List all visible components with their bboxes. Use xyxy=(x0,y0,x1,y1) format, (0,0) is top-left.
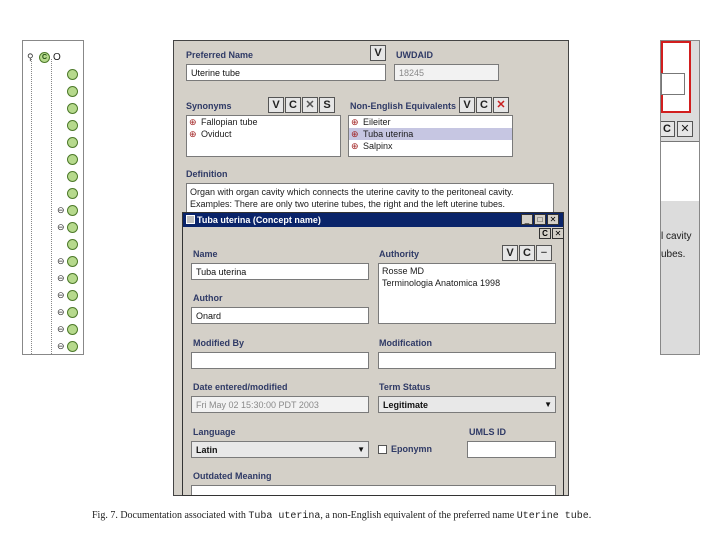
tree-expand-icon[interactable]: ⊖ xyxy=(57,222,65,232)
tree-node-row[interactable] xyxy=(23,154,83,168)
preferred-name-field[interactable]: Uterine tube xyxy=(186,64,386,81)
tree-node-row[interactable] xyxy=(23,222,83,236)
language-label: Language xyxy=(193,427,236,437)
non-english-delete-button[interactable]: ✕ xyxy=(493,97,509,113)
non-english-verify-button[interactable]: V xyxy=(459,97,475,113)
term-icon: ⊕ xyxy=(351,117,359,127)
uwdaid-label: UWDAID xyxy=(396,50,433,60)
concept-node-icon xyxy=(67,154,78,165)
term-icon: ⊕ xyxy=(351,141,359,151)
umls-id-label: UMLS ID xyxy=(469,427,506,437)
tree-node-row[interactable] xyxy=(23,103,83,117)
concept-tree-panel[interactable] xyxy=(22,40,84,355)
tree-node-row[interactable] xyxy=(23,86,83,100)
date-label: Date entered/modified xyxy=(193,382,288,392)
list-item[interactable]: ⊕ Salpinx xyxy=(351,141,393,151)
list-item[interactable]: ⊕ Oviduct xyxy=(189,129,232,139)
modification-field[interactable] xyxy=(378,352,556,369)
tree-expand-icon[interactable]: ⊖ xyxy=(57,307,65,317)
tree-node-row[interactable] xyxy=(23,341,83,355)
tree-expand-icon[interactable]: ⊖ xyxy=(57,290,65,300)
definition-line: Organ with organ cavity which connects the uterine cavity to the peritoneal cavity. xyxy=(190,187,514,197)
non-english-create-button[interactable]: C xyxy=(476,97,492,113)
maximize-button[interactable]: □ xyxy=(534,214,546,225)
background-input xyxy=(661,73,685,95)
name-label: Name xyxy=(193,249,218,259)
list-item[interactable]: ⊕ Fallopian tube xyxy=(189,117,258,127)
uwdaid-field: 18245 xyxy=(394,64,499,81)
synonym-create-button[interactable]: C xyxy=(285,97,301,113)
authority-line: Rosse MD xyxy=(382,266,425,276)
tree-expand-icon[interactable]: ⚲ xyxy=(27,52,34,62)
concept-node-icon xyxy=(67,341,78,352)
synonym-verify-button[interactable]: V xyxy=(268,97,284,113)
authority-line: Terminologia Anatomica 1998 xyxy=(382,278,501,288)
concept-node-icon xyxy=(67,205,78,216)
date-field: Fri May 02 15:30:00 PDT 2003 xyxy=(191,396,369,413)
authority-create-button[interactable]: C xyxy=(519,245,535,261)
concept-node-icon xyxy=(67,324,78,335)
list-item[interactable]: ⊕ Eileiter xyxy=(351,117,391,127)
chevron-down-icon: ▼ xyxy=(357,445,365,454)
term-status-select[interactable] xyxy=(378,396,556,413)
tree-node-row[interactable] xyxy=(23,256,83,270)
authority-label: Authority xyxy=(379,249,419,259)
concept-node-icon xyxy=(67,273,78,284)
synonyms-list[interactable] xyxy=(186,115,341,157)
verify-button[interactable]: V xyxy=(370,45,386,61)
sub-close-button[interactable]: ✕ xyxy=(552,228,564,239)
tree-node-row[interactable] xyxy=(23,137,83,151)
name-field[interactable]: Tuba uterina xyxy=(191,263,369,280)
author-field[interactable]: Onard xyxy=(191,307,369,324)
minimize-button[interactable]: _ xyxy=(521,214,533,225)
background-text-line: ubes. xyxy=(661,249,686,260)
eponymn-label: Eponymn xyxy=(391,444,433,454)
concept-node-icon xyxy=(67,307,78,318)
concept-node-icon xyxy=(67,103,78,114)
concept-node-icon xyxy=(67,222,78,233)
outdated-meaning-label: Outdated Meaning xyxy=(193,471,272,481)
tree-expand-icon[interactable]: ⊖ xyxy=(57,205,65,215)
language-value: Latin xyxy=(196,445,218,455)
term-icon: ⊕ xyxy=(189,117,197,127)
umls-id-field[interactable] xyxy=(467,441,556,458)
concept-node-icon xyxy=(67,86,78,97)
tree-node-row[interactable] xyxy=(23,324,83,338)
term-icon: ⊕ xyxy=(351,129,359,139)
tree-expand-icon[interactable]: ⊖ xyxy=(57,256,65,266)
tree-node-row[interactable] xyxy=(23,239,83,253)
term-icon: ⊕ xyxy=(189,129,197,139)
term-status-value: Legitimate xyxy=(383,400,429,410)
background-c-button: C xyxy=(660,121,675,137)
dialog-title: Tuba uterina (Concept name) xyxy=(197,215,321,225)
background-text-area xyxy=(661,141,700,201)
concept-node-icon xyxy=(67,171,78,182)
concept-node-icon xyxy=(67,239,78,250)
authority-verify-button[interactable]: V xyxy=(502,245,518,261)
tree-expand-icon[interactable]: ⊖ xyxy=(57,341,65,351)
dialog-titlebar[interactable] xyxy=(183,213,563,227)
outdated-meaning-field[interactable] xyxy=(191,485,556,496)
synonym-delete-button[interactable]: ✕ xyxy=(302,97,318,113)
background-detail-panel xyxy=(660,40,700,355)
tree-node-row[interactable] xyxy=(23,171,83,185)
definition-line: Examples: There are only two uterine tubes, the right and the left uterine tubes. xyxy=(190,199,506,209)
modified-by-label: Modified By xyxy=(193,338,244,348)
tree-node-row[interactable] xyxy=(23,273,83,287)
modification-label: Modification xyxy=(379,338,432,348)
modified-by-field[interactable] xyxy=(191,352,369,369)
authority-remove-button[interactable]: − xyxy=(536,245,552,261)
concept-node-icon xyxy=(67,256,78,267)
synonyms-label: Synonyms xyxy=(186,101,232,111)
chevron-down-icon: ▼ xyxy=(544,400,552,409)
close-button[interactable]: ✕ xyxy=(547,214,559,225)
sub-c-button[interactable]: C xyxy=(539,228,551,239)
definition-label: Definition xyxy=(186,169,228,179)
concept-node-icon xyxy=(67,137,78,148)
window-icon xyxy=(186,215,195,224)
tree-node-row[interactable] xyxy=(23,307,83,321)
concept-node-icon xyxy=(67,69,78,80)
concept-node-icon xyxy=(67,290,78,301)
authority-textarea[interactable] xyxy=(378,263,556,324)
concept-name-dialog xyxy=(182,212,564,496)
non-english-list[interactable] xyxy=(348,115,513,157)
concept-node-icon xyxy=(67,188,78,199)
tree-node-row[interactable] xyxy=(23,290,83,304)
author-label: Author xyxy=(193,293,223,303)
tree-expand-icon[interactable]: ⊖ xyxy=(57,273,65,283)
concept-node-icon: C xyxy=(39,52,50,63)
figure-caption: Fig. 7. Documentation associated with Tuba uterina, a non-English equivalent of the preferred name Uterine tube. xyxy=(92,510,592,522)
highlight-box xyxy=(661,41,691,113)
language-select[interactable] xyxy=(191,441,369,458)
tree-node-row[interactable] xyxy=(23,188,83,202)
concept-node-icon xyxy=(67,120,78,131)
x-icon: ✕ xyxy=(677,121,693,137)
tree-node-row[interactable] xyxy=(23,120,83,134)
term-status-label: Term Status xyxy=(379,382,431,392)
eponymn-checkbox[interactable] xyxy=(378,445,387,454)
preferred-name-label: Preferred Name xyxy=(186,50,254,60)
synonym-s-button[interactable]: S xyxy=(319,97,335,113)
tree-node-row[interactable] xyxy=(23,205,83,219)
tree-root-row[interactable] xyxy=(23,51,83,65)
tree-root-label: O xyxy=(53,52,61,63)
definition-textarea[interactable] xyxy=(186,183,554,215)
background-text-line: l cavity xyxy=(661,231,692,242)
tree-node-row[interactable] xyxy=(23,69,83,83)
caption-term: Tuba uterina xyxy=(248,511,321,522)
non-english-label: Non-English Equivalents xyxy=(350,101,457,111)
list-item-selected[interactable]: ⊕ Tuba uterina xyxy=(349,128,512,140)
caption-term: Uterine tube xyxy=(516,511,589,522)
tree-expand-icon[interactable]: ⊖ xyxy=(57,324,65,334)
